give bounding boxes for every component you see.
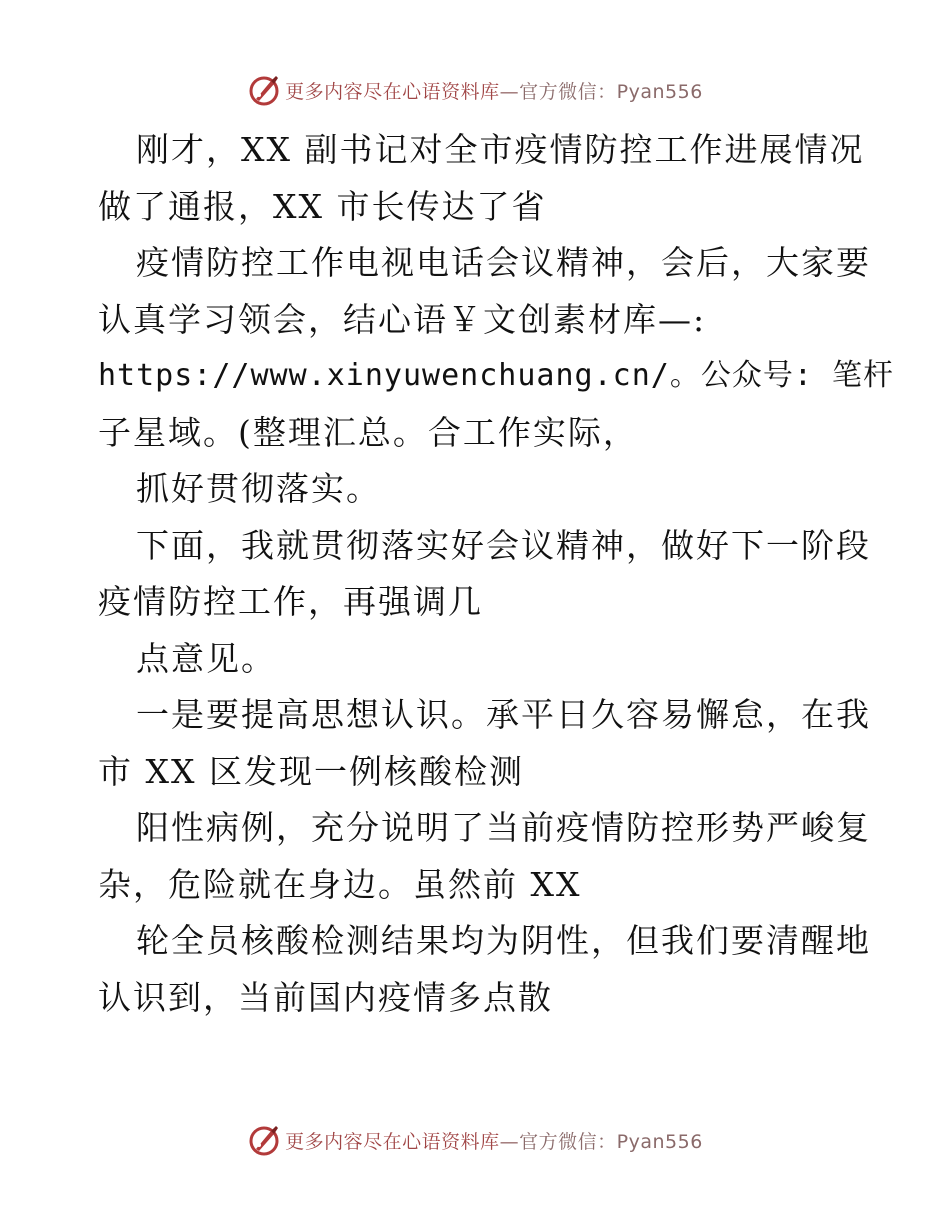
text-line: 疫情防控工作电视电话会议精神，会后，大家要 [136,243,871,282]
banner-text [285,1127,703,1154]
text-line: 杂，危险就在身边。虽然前 XX [98,864,582,904]
document-body [98,122,894,1026]
text-line: 子星域。(整理汇总。合工作实际， [98,412,638,452]
banner-text [285,77,703,104]
quill-logo-icon [247,73,281,107]
text-line: 疫情防控工作，再强调几 [98,582,483,621]
header-banner [0,70,950,110]
quill-logo-icon [247,1123,281,1157]
text-line: 认识到，当前国内疫情多点散 [98,977,553,1017]
text-line-url: https://www.xinyuwenchuang.cn/。公众号: 笔杆 [98,358,894,393]
text-line: 做了通报，XX 市长传达了省 [98,186,547,226]
text-line: 一是要提高思想认识。承平日久容易懈怠，在我 [136,695,871,734]
banner-main-text: 更多内容尽在心语资料库 [285,1130,500,1153]
footer-banner [0,1120,950,1160]
text-line: 认真学习领会，结心语￥文创素材库—: [98,299,707,339]
banner-wechat-text: 官方微信：Pyan556 [519,1130,703,1153]
text-line: 点意见。 [136,638,276,678]
banner-dash: — [499,1130,520,1153]
banner-dash: — [499,80,520,103]
text-line: 下面，我就贯彻落实好会议精神，做好下一阶段 [136,525,871,565]
text-line: 抓好贯彻落实。 [136,469,381,508]
text-line: 轮全员核酸检测结果均为阴性，但我们要清醒地 [136,921,871,960]
banner-main-text: 更多内容尽在心语资料库 [285,80,500,103]
text-line: 市 XX 区发现一例核酸检测 [98,751,524,791]
text-line: 阳性病例，充分说明了当前疫情防控形势严峻复 [136,808,871,847]
banner-wechat-text: 官方微信：Pyan556 [519,80,703,103]
text-line: 刚才，XX 副书记对全市疫情防控工作进展情况 [136,130,865,169]
